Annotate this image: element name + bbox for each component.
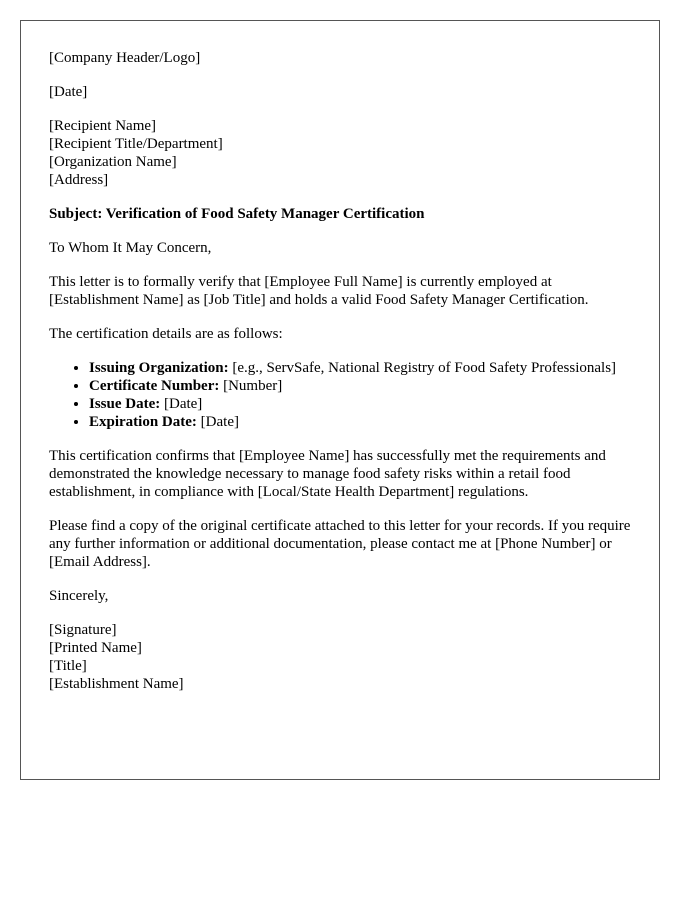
list-item: [89, 395, 631, 413]
subject-line: Subject: Verification of Food Safety Manager Certification: [49, 206, 425, 222]
company-logo-placeholder: [Company Header/Logo]: [49, 50, 201, 66]
closing: Sincerely,: [49, 588, 109, 604]
issue-date-value: [Date]: [160, 396, 203, 412]
recipient-address: [Address]: [49, 172, 109, 188]
issuing-organization-label: Issuing Organization:: [89, 360, 229, 376]
confirmation-paragraph: This certification confirms that [Employee Name] has successfully met the requirements and demonstrated the knowledge necessary to manage food safety risks within a retail food establishment, in compliance with [Local/State Health Department] regulations.: [49, 448, 606, 500]
signer-title: [Title]: [49, 658, 87, 674]
letter-page: [20, 20, 660, 780]
recipient-organization: [Organization Name]: [49, 154, 177, 170]
expiration-date-value: [Date]: [196, 414, 239, 430]
date-placeholder: [Date]: [49, 84, 88, 100]
recipient-title: [Recipient Title/Department]: [49, 136, 223, 152]
details-intro: The certification details are as follows:: [49, 326, 283, 342]
list-item: [89, 377, 631, 395]
certificate-number-value: [Number]: [219, 378, 283, 394]
list-item: [89, 359, 631, 377]
signature-placeholder: [Signature]: [49, 622, 117, 638]
signer-establishment: [Establishment Name]: [49, 676, 184, 692]
intro-paragraph: This letter is to formally verify that [Employee Full Name] is currently employed at [Establishment Name] as [Job Title] and holds a valid Food Safety Manager Certification.: [49, 274, 589, 308]
expiration-date-label: Expiration Date:: [89, 414, 197, 430]
recipient-block: [49, 117, 631, 189]
recipient-name: [Recipient Name]: [49, 118, 157, 134]
salutation: To Whom It May Concern,: [49, 240, 212, 256]
signature-block: [49, 621, 631, 693]
letter-date: [49, 83, 631, 101]
list-item: [89, 413, 631, 431]
certification-details-list: [49, 359, 631, 431]
issuing-organization-value: [e.g., ServSafe, National Registry of Food Safety Professionals]: [228, 360, 617, 376]
issue-date-label: Issue Date:: [89, 396, 161, 412]
certificate-number-label: Certificate Number:: [89, 378, 220, 394]
printed-name: [Printed Name]: [49, 640, 142, 656]
attachment-paragraph: Please find a copy of the original certificate attached to this letter for your records. If you require any further information or additional documentation, please contact me at [Phone Number] or [Email Address].: [49, 518, 631, 570]
company-header: [49, 49, 631, 67]
